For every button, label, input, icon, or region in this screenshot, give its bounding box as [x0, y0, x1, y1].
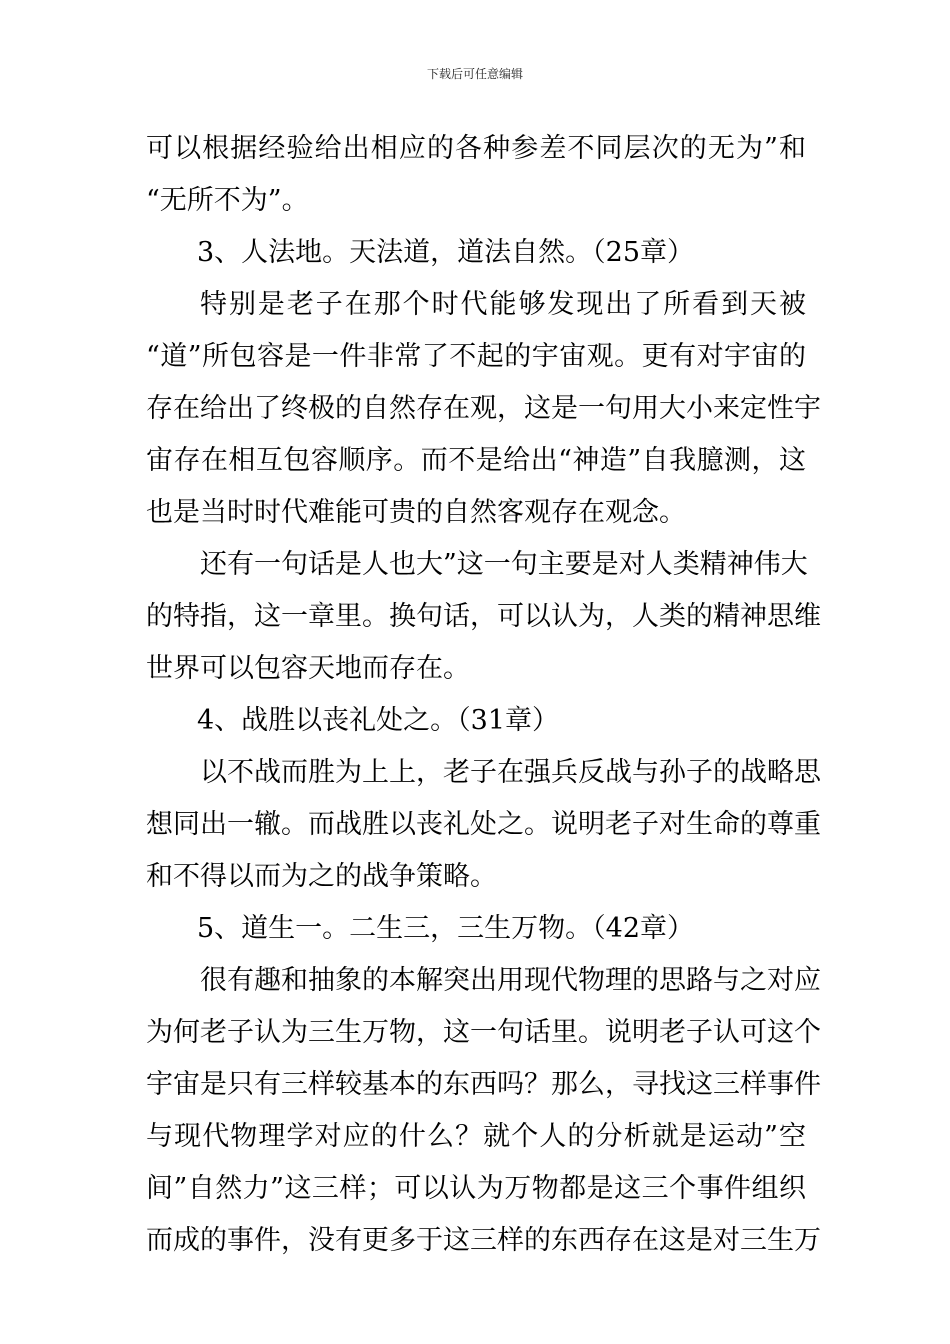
body-line: 可以根据经验给出相应的各种参差不同层次的无为”和	[146, 133, 806, 164]
header-note: 下载后可任意编辑	[426, 67, 523, 81]
body-line: 也是当时时代难能可贵的自然客观存在观念。	[146, 497, 686, 528]
body-line: 想同出一辙。而战胜以丧礼处之。说明老子对生命的尊重	[146, 809, 821, 840]
body-line: 还有一句话是人也大”这一句主要是对人类精神伟大	[200, 549, 808, 580]
section-heading: 3、人法地。天法道，道法自然。（25章）	[197, 237, 695, 268]
body-line: 很有趣和抽象的本解突出用现代物理的思路与之对应	[200, 965, 821, 996]
body-line: 存在给出了终极的自然存在观，这是一句用大小来定性宇	[146, 393, 821, 424]
body-line: 与现代物理学对应的什么？就个人的分析就是运动”空	[146, 1121, 806, 1152]
body-line: 为何老子认为三生万物，这一句话里。说明老子认可这个	[146, 1017, 821, 1048]
body-line: 而成的事件，没有更多于这三样的东西存在这是对三生万	[146, 1225, 821, 1256]
section-heading: 5、道生一。二生三，三生万物。（42章）	[197, 913, 695, 944]
body-line: 宇宙是只有三样较基本的东西吗？那么，寻找这三样事件	[146, 1069, 821, 1100]
body-line: 宙存在相互包容顺序。而不是给出“神造”自我臆测，这	[146, 445, 806, 476]
body-line: “无所不为”。	[146, 185, 309, 216]
body-line: 以不战而胜为上上，老子在强兵反战与孙子的战略思	[200, 757, 821, 788]
body-line: 和不得以而为之的战争策略。	[146, 861, 497, 892]
body-line: 间”自然力”这三样；可以认为万物都是这三个事件组织	[146, 1173, 806, 1204]
body-line: 的特指，这一章里。换句话，可以认为，人类的精神思维	[146, 601, 821, 632]
section-heading: 4、战胜以丧礼处之。（31章）	[197, 705, 560, 736]
body-line: “道”所包容是一件非常了不起的宇宙观。更有对宇宙的	[146, 341, 806, 372]
body-line: 世界可以包容天地而存在。	[146, 653, 470, 684]
body-line: 特别是老子在那个时代能够发现出了所看到天被	[200, 289, 806, 320]
